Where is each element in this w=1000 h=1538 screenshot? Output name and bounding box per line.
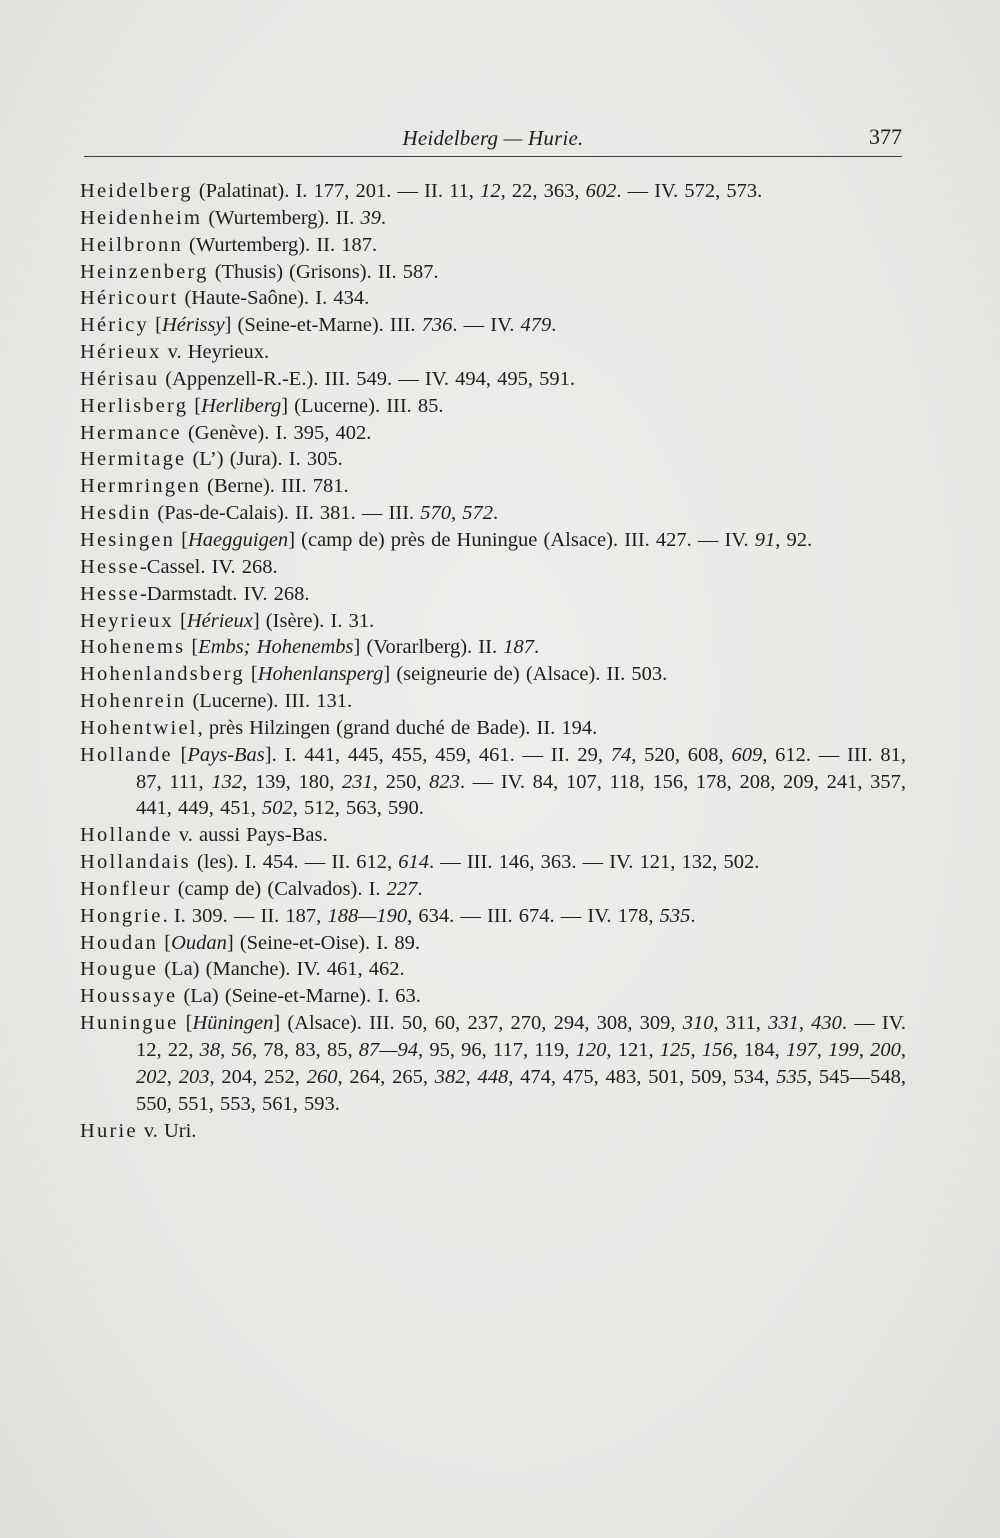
index-entry bbox=[80, 956, 906, 983]
entry-text: ] (Isère). I. 31. bbox=[252, 609, 375, 632]
entry-text: (Lucerne). III. 131. bbox=[186, 690, 353, 713]
entry-text: v. Heyrieux. bbox=[161, 341, 270, 364]
entry-text: (Genève). I. 395, 402. bbox=[181, 421, 372, 444]
index-entry bbox=[80, 259, 906, 286]
index-entry bbox=[80, 500, 906, 527]
entry-italic-text: 200 bbox=[870, 1039, 901, 1061]
index-entry bbox=[80, 312, 906, 339]
entry-text: , bbox=[900, 1039, 907, 1061]
entry-text: , 22, 363, bbox=[500, 180, 586, 202]
entry-text: . I. 309. — II. 187, bbox=[162, 904, 328, 927]
index-entry bbox=[80, 581, 906, 608]
entry-italic-text: 197 bbox=[786, 1039, 817, 1061]
entry-text: , 92. bbox=[775, 528, 813, 551]
entry-italic-text: 132 bbox=[211, 770, 243, 793]
entry-italic-text: 535 bbox=[659, 904, 691, 927]
entry-italic-text: 202 bbox=[136, 1065, 167, 1088]
entry-text: (L’) (Jura). I. 305. bbox=[186, 448, 343, 471]
running-head-title: Heidelberg — Hurie. bbox=[402, 126, 584, 150]
entry-text: . bbox=[690, 904, 696, 927]
entry-italic-text: 479 bbox=[520, 314, 552, 337]
entry-italic-text: 199 bbox=[828, 1039, 859, 1061]
entry-text: , bbox=[816, 1039, 829, 1061]
entry-text: ] (Seine-et-Marne). III. bbox=[224, 314, 422, 337]
entry-text: (Berne). III. 781. bbox=[201, 475, 349, 498]
index-entry bbox=[80, 688, 906, 715]
entry-italic-text: Hohenlansperg bbox=[257, 663, 384, 686]
entry-headword: Hohenems bbox=[80, 636, 186, 659]
entry-headword: Hermringen bbox=[80, 475, 202, 498]
entry-text: v. aussi Pays-Bas. bbox=[172, 824, 328, 847]
entry-headword: Heinzenberg bbox=[80, 260, 209, 283]
index-entry bbox=[80, 366, 906, 393]
index-entry bbox=[80, 608, 906, 635]
entry-headword: Hesse bbox=[80, 582, 140, 605]
entry-italic-text: 448 bbox=[477, 1065, 509, 1088]
entry-headword: Hesse bbox=[80, 555, 140, 578]
index-entry bbox=[80, 661, 906, 688]
entry-text: (Wurtemberg). II. 187. bbox=[182, 233, 378, 256]
entry-text: ] (Vorarlberg). II. bbox=[353, 636, 504, 659]
entry-text: [ bbox=[244, 663, 258, 686]
entry-headword: Heidelberg bbox=[80, 180, 193, 202]
entry-text: , 121, bbox=[606, 1039, 660, 1061]
entry-text: ] (Alsace). III. 50, 60, 237, 270, 294, 308, 309, bbox=[273, 1012, 683, 1035]
entry-text: . bbox=[551, 314, 557, 337]
index-entry bbox=[80, 1118, 906, 1145]
entry-headword: Hesingen bbox=[80, 528, 176, 551]
index-entry bbox=[80, 205, 906, 232]
entry-text: [ bbox=[185, 636, 199, 659]
entry-text: ] (seigneurie de) (Alsace). II. 503. bbox=[383, 663, 668, 686]
entry-italic-text: 227 bbox=[386, 877, 418, 900]
entry-headword: Heyrieux bbox=[80, 609, 174, 632]
entry-italic-text: 736 bbox=[421, 314, 453, 337]
entry-italic-text: 614 bbox=[398, 851, 429, 874]
entry-italic-text: 56 bbox=[231, 1039, 252, 1061]
entry-text: (Thusis) (Grisons). II. 587. bbox=[208, 260, 439, 283]
entry-text: ] (Seine-et-Oise). I. 89. bbox=[226, 931, 421, 954]
entry-italic-text: 74 bbox=[610, 743, 632, 766]
entry-headword: Hollande bbox=[80, 743, 173, 766]
entry-text: v. Uri. bbox=[137, 1119, 197, 1142]
index-entry bbox=[80, 420, 906, 447]
entry-italic-text: 125 bbox=[659, 1039, 691, 1061]
index-entry bbox=[80, 742, 906, 823]
entry-text: (Palatinat). I. 177, 201. — II. 11, bbox=[192, 180, 481, 202]
index-entry bbox=[80, 822, 906, 849]
entry-italic-text: 331 bbox=[768, 1012, 799, 1035]
entry-headword: Heidenheim bbox=[80, 206, 203, 229]
entry-italic-text: 430 bbox=[811, 1012, 842, 1035]
index-entry bbox=[80, 876, 906, 903]
entry-headword: Houdan bbox=[80, 931, 159, 954]
entry-italic-text: 535 bbox=[776, 1065, 807, 1088]
entry-headword: Hérisau bbox=[80, 367, 160, 390]
entry-headword: Hohenlandsberg bbox=[80, 663, 245, 686]
entry-italic-text: 120 bbox=[575, 1039, 607, 1061]
entry-text: . bbox=[493, 502, 499, 525]
entry-text: , 78, 83, 85, bbox=[251, 1039, 359, 1061]
entry-text: . — IV. bbox=[452, 314, 521, 337]
entry-headword: Hongrie bbox=[80, 904, 163, 927]
entry-italic-text: 570 bbox=[420, 502, 452, 525]
entry-headword: Houssaye bbox=[80, 985, 178, 1008]
entry-text: (Wurtemberg). II. bbox=[202, 206, 361, 229]
entry-headword: Hesdin bbox=[80, 502, 152, 525]
entry-text: , 512, 563, 590. bbox=[292, 797, 424, 820]
entry-text: , bbox=[465, 1065, 478, 1088]
entry-text: . bbox=[381, 206, 387, 229]
index-entry bbox=[80, 554, 906, 581]
entry-italic-text: 91 bbox=[754, 528, 776, 551]
entry-text: -Cassel. IV. 268. bbox=[139, 555, 278, 578]
index-entry bbox=[80, 983, 906, 1010]
entry-text: , 612. — III. 81, 87, 111, bbox=[136, 743, 907, 793]
entry-text: , bbox=[858, 1039, 871, 1061]
entry-italic-text: 231 bbox=[342, 770, 373, 793]
index-entry bbox=[80, 930, 906, 957]
index-entry bbox=[80, 178, 906, 205]
entry-text: , 311, bbox=[713, 1012, 769, 1035]
entry-italic-text: 87—94 bbox=[358, 1039, 419, 1061]
page-number: 377 bbox=[869, 124, 902, 149]
entry-text: , 634. — III. 674. — IV. 178, bbox=[407, 904, 660, 927]
entry-italic-text: Herliberg bbox=[201, 394, 282, 417]
entry-headword: Heilbronn bbox=[80, 233, 183, 256]
entry-italic-text: 572 bbox=[462, 502, 494, 525]
entry-text: [ bbox=[173, 609, 187, 632]
entry-italic-text: Hüningen bbox=[192, 1012, 274, 1035]
entry-headword: Honfleur bbox=[80, 877, 172, 900]
entry-headword: Hohenrein bbox=[80, 690, 187, 713]
entry-text: (camp de) (Calvados). I. bbox=[171, 877, 387, 900]
entry-italic-text: 310 bbox=[682, 1012, 714, 1035]
entry-text: ]. I. 441, 445, 455, 459, 461. — II. 29, bbox=[264, 743, 611, 766]
entry-headword: Hollandais bbox=[80, 851, 191, 874]
entry-headword: Héricourt bbox=[80, 287, 179, 310]
entry-text: , bbox=[220, 1039, 232, 1061]
entry-text: [ bbox=[175, 528, 188, 551]
index-entry bbox=[80, 849, 906, 876]
entry-text: . — IV. 12, 22, bbox=[136, 1012, 907, 1061]
entry-italic-text: Oudan bbox=[171, 931, 227, 954]
entry-text: , bbox=[690, 1039, 702, 1061]
entry-headword: Huningue bbox=[80, 1012, 179, 1035]
entry-text: . — IV. 84, 107, 118, 156, 178, 208, 209, 241, 357, 441, 449, 451, bbox=[136, 770, 906, 820]
entry-text: , 204, 252, bbox=[209, 1065, 307, 1088]
index-entry bbox=[80, 634, 906, 661]
entry-text: -Darmstadt. IV. 268. bbox=[139, 582, 310, 605]
entry-text: , 184, bbox=[732, 1039, 787, 1061]
entry-italic-text: 602 bbox=[585, 180, 617, 202]
index-entries bbox=[80, 178, 906, 1144]
index-entry bbox=[80, 903, 906, 930]
index-entry bbox=[80, 1010, 906, 1117]
index-entry bbox=[80, 715, 906, 742]
entry-text: [ bbox=[158, 931, 172, 954]
entry-italic-text: 188—190 bbox=[327, 904, 408, 927]
entry-text: ] (camp de) près de Huningue (Alsace). III. 427. — IV. bbox=[288, 528, 755, 551]
entry-italic-text: 382 bbox=[434, 1065, 466, 1088]
entry-italic-text: 156 bbox=[701, 1039, 733, 1061]
entry-italic-text: Haegguigen bbox=[187, 528, 289, 551]
entry-italic-text: 187 bbox=[503, 636, 534, 659]
entry-headword: Hohentwiel bbox=[80, 716, 198, 739]
entry-italic-text: 609 bbox=[731, 743, 763, 766]
entry-italic-text: 203 bbox=[178, 1065, 210, 1088]
entry-italic-text: 260 bbox=[306, 1065, 338, 1088]
entry-italic-text: 12 bbox=[480, 180, 501, 202]
entry-text: . — IV. 572, 573. bbox=[616, 180, 763, 202]
entry-text: (Pas-de-Calais). II. 381. — III. bbox=[151, 502, 421, 525]
entry-text: , 139, 180, bbox=[242, 770, 343, 793]
entry-text: , bbox=[798, 1012, 812, 1035]
entry-headword: Hougue bbox=[80, 958, 159, 981]
entry-italic-text: 38 bbox=[199, 1039, 221, 1061]
entry-text: (La) (Seine-et-Marne). I. 63. bbox=[177, 985, 421, 1008]
entry-text: [ bbox=[172, 743, 188, 766]
entry-text: (les). I. 454. — II. 612, bbox=[190, 851, 399, 874]
entry-headword: Héricy bbox=[80, 314, 149, 337]
entry-text: ] (Lucerne). III. 85. bbox=[281, 394, 444, 417]
entry-text: (Haute-Saône). I. 434. bbox=[178, 287, 370, 310]
entry-italic-text: 823 bbox=[429, 770, 460, 793]
index-entry bbox=[80, 339, 906, 366]
entry-text: . bbox=[417, 877, 423, 900]
entry-headword: Herlisberg bbox=[80, 394, 189, 417]
index-entry bbox=[80, 527, 906, 554]
entry-text: , près Hilzingen (grand duché de Bade). II. 194. bbox=[197, 716, 598, 739]
entry-headword: Hurie bbox=[80, 1119, 138, 1142]
entry-italic-text: Hérissy bbox=[161, 314, 225, 337]
entry-headword: Hermance bbox=[80, 421, 182, 444]
entry-text: , bbox=[166, 1065, 179, 1088]
entry-text: , 250, bbox=[372, 770, 430, 793]
entry-text: , 545—548, 550, 551, 553, 561, 593. bbox=[136, 1065, 907, 1115]
index-entry bbox=[80, 473, 906, 500]
entry-italic-text: Pays-Bas bbox=[187, 743, 265, 766]
entry-headword: Hermitage bbox=[80, 448, 187, 471]
entry-text: (Appenzell-R.-E.). III. 549. — IV. 494, 495, 591. bbox=[159, 367, 575, 390]
index-entry bbox=[80, 285, 906, 312]
entry-italic-text: Embs; Hohenembs bbox=[198, 636, 354, 659]
index-entry bbox=[80, 393, 906, 420]
entry-italic-text: 39 bbox=[360, 206, 382, 229]
entry-text: [ bbox=[178, 1012, 193, 1035]
entry-headword: Hollande bbox=[80, 824, 173, 847]
index-entry bbox=[80, 232, 906, 259]
entry-italic-text: 502 bbox=[262, 797, 293, 820]
entry-text: , 474, 475, 483, 501, 509, 534, bbox=[508, 1065, 777, 1088]
running-head bbox=[84, 122, 902, 157]
entry-text: , 520, 608, bbox=[631, 743, 732, 766]
entry-text: . bbox=[533, 636, 540, 659]
entry-text: , 264, 265, bbox=[337, 1065, 435, 1088]
entry-text: (La) (Manche). IV. 461, 462. bbox=[158, 958, 405, 981]
entry-headword: Hérieux bbox=[80, 341, 162, 364]
index-entry bbox=[80, 446, 906, 473]
entry-text: [ bbox=[188, 394, 202, 417]
entry-text: , bbox=[451, 502, 463, 525]
entry-text: , 95, 96, 117, 119, bbox=[418, 1039, 576, 1061]
entry-italic-text: Hérieux bbox=[186, 609, 253, 632]
entry-text: [ bbox=[148, 314, 162, 337]
entry-text: . — III. 146, 363. — IV. 121, 132, 502. bbox=[428, 851, 760, 874]
